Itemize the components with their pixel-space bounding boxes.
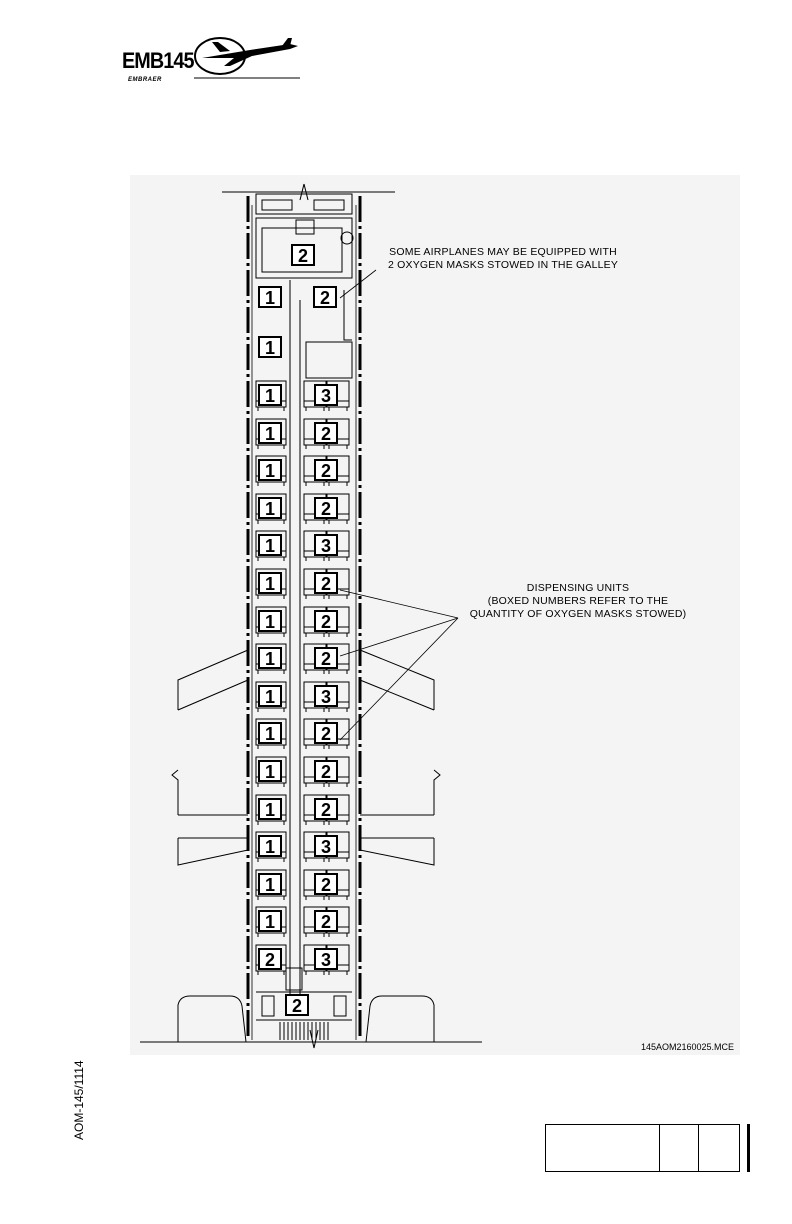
right-row-unit-value: 2 [320,499,332,519]
left-row-unit [259,874,281,895]
right-row-unit [315,874,337,895]
figure-code: 145AOM2160025.MCE [641,1042,735,1052]
left-row-unit [259,686,281,707]
logo-text: EMB145 [122,48,194,73]
left-front-unit-value: 1 [264,338,276,358]
right-row-unit [315,423,337,444]
right-row-unit-value: 2 [320,912,332,932]
galley-note-line-2: 2 OXYGEN MASKS STOWED IN THE GALLEY [388,259,619,271]
left-row-unit-value: 1 [264,800,276,820]
right-row-unit [315,836,337,857]
right-row-unit-value: 2 [320,424,332,444]
left-row-unit-value: 1 [264,424,276,444]
right-row-unit-value: 3 [320,536,332,556]
left-row-unit-value: 1 [264,386,276,406]
left-row-unit-value: 1 [264,875,276,895]
left-row-unit [259,648,281,669]
galley-unit-upper [292,245,314,266]
galley-unit-lower-value: 2 [319,288,331,308]
right-row-unit [315,385,337,406]
right-row-unit-value: 2 [320,875,332,895]
galley-note-line-1: SOME AIRPLANES MAY BE EQUIPPED WITH [389,246,617,258]
right-row-unit [315,686,337,707]
left-row-unit [259,423,281,444]
right-row-unit [315,723,337,744]
document-id: AOM-145/1114 [72,1060,86,1140]
left-row-unit [259,535,281,556]
right-row-unit-value: 2 [320,649,332,669]
right-row-unit-value: 2 [320,612,332,632]
right-row-unit-value: 2 [320,800,332,820]
right-row-unit [315,761,337,782]
right-row-unit [315,460,337,481]
left-row-unit-value: 1 [264,762,276,782]
galley-unit-lower [314,287,336,308]
left-front-unit [259,337,281,358]
right-row-unit [315,573,337,594]
revision-bar [747,1124,750,1172]
left-row-unit-value: 1 [264,574,276,594]
left-row-unit [259,460,281,481]
logo-subtext: EMBRAER [128,77,162,83]
left-row-unit [259,911,281,932]
left-front-unit [259,287,281,308]
left-row-unit-value: 1 [264,461,276,481]
right-row-unit-value: 2 [320,461,332,481]
dispensing-note-line-1: DISPENSING UNITS [526,582,630,594]
left-row-unit [259,799,281,820]
right-row-unit [315,911,337,932]
rear-unit-value: 2 [291,996,303,1016]
galley-note [388,246,618,272]
left-row-unit-value: 1 [264,499,276,519]
left-row-unit [259,949,281,970]
left-row-unit [259,836,281,857]
left-row-unit [259,611,281,632]
left-row-unit-value: 1 [264,649,276,669]
left-row-unit [259,385,281,406]
left-row-unit-value: 1 [264,837,276,857]
right-row-unit-value: 2 [320,574,332,594]
right-row-unit [315,949,337,970]
left-row-unit-value: 2 [264,950,276,970]
dispensing-note-line-2: (BOXED NUMBERS REFER TO THE [487,595,669,607]
revision-box [545,1124,740,1172]
right-row-unit [315,535,337,556]
left-row-unit-value: 1 [264,536,276,556]
rear-unit [286,995,308,1016]
left-row-unit [259,573,281,594]
right-row-unit [315,648,337,669]
right-row-unit [315,799,337,820]
left-row-unit [259,761,281,782]
left-front-unit-value: 1 [264,288,276,308]
left-row-unit-value: 1 [264,724,276,744]
right-row-unit-value: 3 [320,386,332,406]
right-row-unit-value: 3 [320,687,332,707]
dispensing-note-line-3: QUANTITY OF OXYGEN MASKS STOWED) [469,608,687,620]
right-row-unit-value: 2 [320,724,332,744]
right-row-unit [315,611,337,632]
left-row-unit [259,498,281,519]
right-row-unit [315,498,337,519]
galley-unit-upper-value: 2 [297,246,309,266]
right-row-unit-value: 3 [320,837,332,857]
right-row-unit-value: 2 [320,762,332,782]
left-row-unit [259,723,281,744]
left-row-unit-value: 1 [264,612,276,632]
left-row-unit-value: 1 [264,687,276,707]
left-row-unit-value: 1 [264,912,276,932]
right-row-unit-value: 3 [320,950,332,970]
dispensing-note [458,582,698,621]
